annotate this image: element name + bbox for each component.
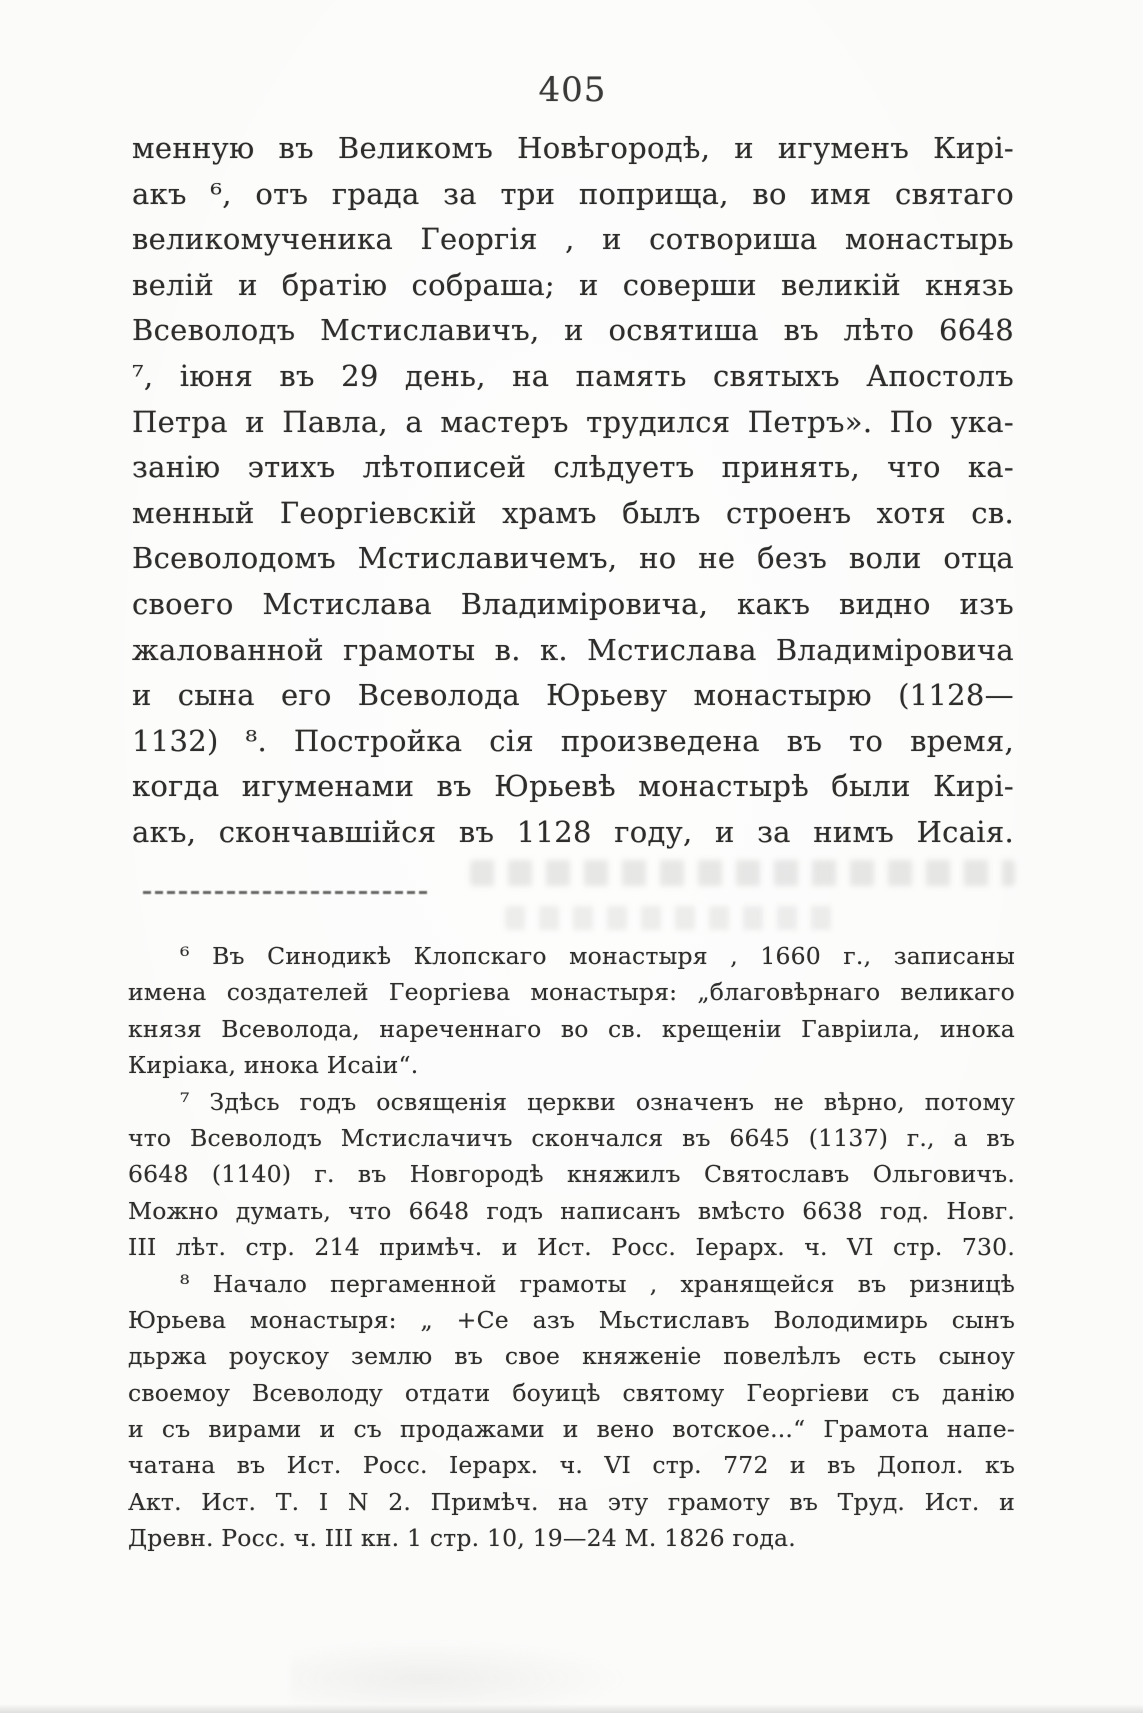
text-line: акъ, скончавшійся въ 1128 году, и за нимъ Исаія. <box>132 814 1014 849</box>
scan-edge-shadow <box>0 1704 1143 1713</box>
text-line: и сына его Всеволода Юрьеву монастырю (1128— <box>132 678 1014 713</box>
text-line: имена создателей Георгіева монастыря: „благовѣрнаго великаго <box>128 978 1015 1007</box>
scan-noise <box>290 1640 630 1705</box>
footnote-7 <box>128 1084 1015 1266</box>
text-line: ⁷ Здѣсь годъ освященія церкви означенъ не вѣрно, потому <box>180 1087 1015 1116</box>
footnote-6 <box>128 938 1015 1084</box>
footnotes-section <box>128 938 1015 1557</box>
text-line: велій и братію собраша; и соверши великій князь <box>132 267 1014 302</box>
text-line: Акт. Ист. Т. I N 2. Примѣч. на эту грамоту въ Труд. Ист. и <box>128 1487 1015 1516</box>
text-line: чатана въ Ист. Росс. Іерарх. ч. VI стр. 772 и въ Допол. къ <box>128 1451 1015 1480</box>
text-line: и съ вирами и съ продажами и вено вотское...“ Грамота напе- <box>128 1415 1015 1444</box>
text-line: акъ ⁶, отъ града за три поприща, во имя святаго <box>132 176 1014 211</box>
text-line: 6648 (1140) г. въ Новгородѣ княжилъ Святославъ Ольговичъ. <box>128 1160 1015 1189</box>
text-line: занію этихъ лѣтописей слѣдуетъ принять, что ка- <box>132 450 1014 485</box>
footnote-separator-rule <box>143 891 428 894</box>
text-line: менную въ Великомъ Новѣгородѣ, и игуменъ Кирі- <box>132 131 1014 165</box>
text-line: дьржа роускоу землю въ свое княженіе повелѣлъ есть сыноу <box>128 1342 1015 1371</box>
text-line: жалованной грамоты в. к. Мстислава Владиміровича <box>132 632 1014 667</box>
text-line: что Всеволодъ Мстислачичъ скончался въ 6645 (1137) г., а въ <box>128 1123 1015 1152</box>
text-line: князя Всеволода, нареченнаго во св. крещеніи Гавріила, инока <box>128 1014 1015 1043</box>
text-line: когда игуменами въ Юрьевѣ монастырѣ были Кирі- <box>132 769 1014 804</box>
text-line: своемоу Всеволоду отдати боуицѣ святому Георгіеви съ данію <box>128 1378 1015 1407</box>
bleed-through-ghost-text <box>470 860 1015 886</box>
footnote-8 <box>128 1266 1015 1557</box>
text-line: Киріака, инока Исаіи“. <box>128 1051 419 1080</box>
text-line: ⁶ Въ Синодикѣ Клопскаго монастыря , 1660 г., записаны <box>180 942 1015 970</box>
text-line: Древн. Росс. ч. III кн. 1 стр. 10, 19—24 М. 1826 года. <box>128 1524 796 1553</box>
page-number: 405 <box>538 70 607 110</box>
text-line: III лѣт. стр. 214 примѣч. и Ист. Росс. Іерарх. ч. VI стр. 730. <box>128 1233 1015 1262</box>
text-line: Всеволодъ Мстиславичъ, и освятиша въ лѣто 6648 <box>132 313 1014 348</box>
text-line: ⁸ Начало пергаменной грамоты , хранящейся въ ризницѣ <box>180 1269 1015 1298</box>
text-line: Петра и Павла, а мастеръ трудился Петръ». По ука- <box>132 404 1014 439</box>
bleed-through-ghost-text <box>505 906 840 930</box>
text-line: менный Георгіевскій храмъ былъ строенъ хотя св. <box>132 495 1014 530</box>
text-line: 1132) ⁸. Постройка сія произведена въ то время, <box>132 723 1014 758</box>
text-line: Всеволодомъ Мстиславичемъ, но не безъ воли отца <box>132 541 1014 576</box>
text-line: Юрьева монастыря: „ +Се азъ Мьстиславъ Володимирь сынъ <box>128 1305 1015 1334</box>
text-line: великомученика Георгія , и сотвориша монастырь <box>132 222 1014 257</box>
text-line: Можно думать, что 6648 годъ написанъ вмѣсто 6638 год. Новг. <box>128 1196 1015 1225</box>
main-text-block <box>132 126 1014 856</box>
text-line: своего Мстислава Владиміровича, какъ видно изъ <box>132 586 1014 621</box>
text-line: ⁷, іюня въ 29 день, на память святыхъ Апостолъ <box>132 358 1014 393</box>
